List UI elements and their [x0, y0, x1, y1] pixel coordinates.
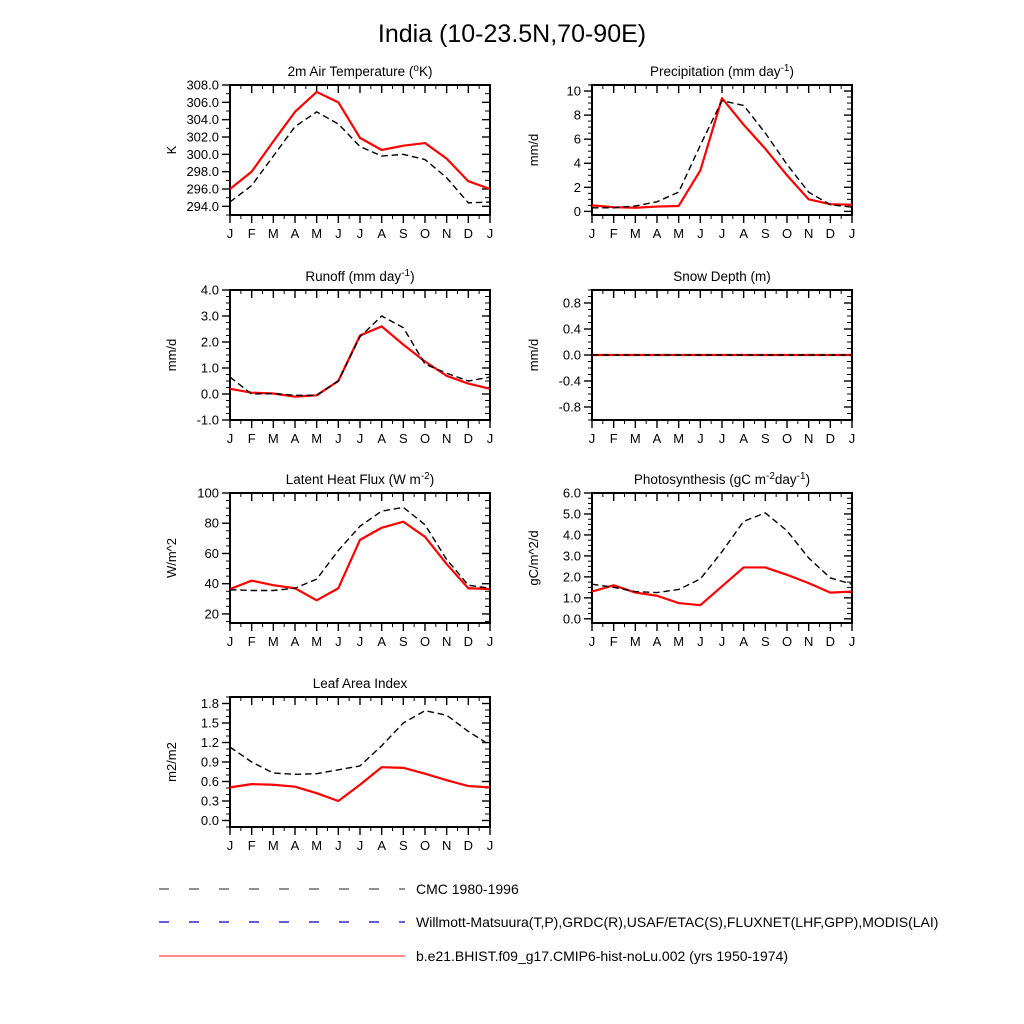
svg-text:J: J — [848, 431, 856, 446]
svg-text:F: F — [609, 226, 618, 241]
svg-text:M: M — [267, 226, 279, 241]
svg-text:A: A — [652, 634, 662, 649]
legend-label-cmc: CMC 1980-1996 — [416, 881, 519, 897]
svg-text:J: J — [486, 634, 494, 649]
svg-text:-1.0: -1.0 — [196, 412, 219, 428]
obs-line — [230, 316, 490, 395]
obs-line — [230, 507, 490, 590]
svg-text:M: M — [629, 634, 641, 649]
y-axis-label: mm/d — [526, 133, 541, 167]
svg-text:J: J — [718, 634, 726, 649]
panel-precipitation — [502, 60, 922, 265]
svg-text:4: 4 — [573, 155, 581, 171]
panel-photosynthesis — [502, 468, 922, 673]
svg-text:1.2: 1.2 — [200, 735, 219, 750]
panel-title: Snow Depth (m) — [673, 269, 771, 284]
svg-text:A: A — [652, 431, 662, 446]
svg-text:J: J — [588, 431, 596, 446]
svg-text:M: M — [311, 838, 323, 853]
svg-text:A: A — [290, 431, 300, 446]
panel-title: Precipitation (mm day$^{-1}$) — [650, 63, 794, 79]
svg-text:J: J — [356, 226, 364, 241]
svg-text:O: O — [419, 838, 431, 853]
svg-text:J: J — [356, 634, 364, 649]
obs-line — [230, 112, 490, 203]
svg-text:D: D — [463, 838, 474, 853]
svg-text:N: N — [803, 431, 814, 446]
svg-text:N: N — [803, 634, 814, 649]
svg-text:N: N — [441, 634, 452, 649]
svg-text:J: J — [335, 226, 342, 241]
svg-text:J: J — [335, 634, 342, 649]
panel-title: Leaf Area Index — [312, 676, 408, 691]
svg-text:D: D — [463, 226, 474, 241]
svg-text:M: M — [629, 431, 641, 446]
y-axis-label: m2/m2 — [164, 742, 179, 782]
legend-item-obs-datasets — [158, 914, 938, 930]
y-axis-label: gC/m^2/d — [526, 530, 541, 586]
svg-text:F: F — [247, 431, 256, 446]
svg-text:A: A — [290, 226, 300, 241]
legend-label-obs-datasets: Willmott-Matsuura(T,P),GRDC(R),USAF/ETAC(S),FLUXNET(LHF,GPP),MODIS(LAI) — [416, 914, 939, 930]
svg-text:O: O — [419, 226, 431, 241]
svg-text:O: O — [419, 634, 431, 649]
obs-line — [230, 711, 490, 775]
y-axis-label: K — [164, 145, 179, 155]
svg-text:2.0: 2.0 — [562, 569, 581, 585]
svg-text:80: 80 — [204, 515, 219, 531]
obs-line — [592, 513, 852, 593]
svg-text:294.0: 294.0 — [186, 198, 219, 214]
svg-text:O: O — [781, 431, 793, 446]
svg-text:5.0: 5.0 — [562, 506, 581, 522]
panel-runoff — [140, 265, 560, 470]
svg-text:J: J — [226, 838, 234, 853]
svg-text:J: J — [486, 431, 494, 446]
svg-text:S: S — [760, 431, 770, 446]
svg-text:4.0: 4.0 — [562, 527, 581, 543]
svg-text:S: S — [398, 431, 408, 446]
svg-text:S: S — [398, 838, 408, 853]
y-axis-label: mm/d — [526, 338, 541, 372]
svg-text:S: S — [760, 634, 770, 649]
svg-text:O: O — [781, 226, 793, 241]
panel-title: Photosynthesis (gC $m^{-2}day^{-1}$) — [633, 471, 811, 487]
svg-text:1.0: 1.0 — [562, 590, 581, 606]
svg-text:-0.4: -0.4 — [558, 373, 581, 389]
svg-text:J: J — [486, 226, 494, 241]
page-title: India (10-23.5N,70-90E) — [377, 20, 647, 48]
svg-text:F: F — [247, 838, 256, 853]
svg-text:0.9: 0.9 — [200, 754, 219, 770]
svg-text:20: 20 — [204, 606, 219, 622]
svg-text:J: J — [226, 226, 234, 241]
svg-text:N: N — [803, 226, 814, 241]
svg-text:F: F — [609, 634, 618, 649]
svg-text:D: D — [825, 226, 836, 241]
svg-text:A: A — [377, 431, 387, 446]
svg-text:O: O — [781, 634, 793, 649]
svg-text:2: 2 — [573, 179, 581, 195]
svg-text:A: A — [377, 226, 387, 241]
svg-text:M: M — [673, 431, 685, 446]
svg-text:6.0: 6.0 — [562, 485, 581, 501]
svg-text:M: M — [673, 226, 685, 241]
svg-text:D: D — [825, 634, 836, 649]
svg-text:M: M — [311, 431, 323, 446]
svg-text:M: M — [311, 226, 323, 241]
svg-text:A: A — [290, 838, 300, 853]
svg-text:S: S — [398, 634, 408, 649]
svg-text:3.0: 3.0 — [200, 308, 219, 324]
svg-text:A: A — [739, 226, 749, 241]
panel-2m-air-temperature — [140, 60, 560, 265]
svg-text:J: J — [356, 431, 364, 446]
svg-text:M: M — [267, 431, 279, 446]
svg-text:J: J — [226, 634, 234, 649]
model-line — [592, 567, 852, 605]
y-axis-label: mm/d — [164, 338, 179, 372]
svg-text:0: 0 — [573, 203, 581, 219]
svg-text:6: 6 — [573, 131, 581, 147]
svg-text:304.0: 304.0 — [186, 112, 219, 128]
svg-text:302.0: 302.0 — [186, 129, 219, 145]
svg-text:S: S — [398, 226, 408, 241]
svg-text:40: 40 — [204, 576, 219, 592]
svg-text:J: J — [486, 838, 494, 853]
svg-text:298.0: 298.0 — [186, 164, 219, 180]
legend-label-model-run: b.e21.BHIST.f09_g17.CMIP6-hist-noLu.002 (yrs 1950-1974) — [416, 948, 788, 964]
svg-text:J: J — [697, 634, 704, 649]
svg-text:0.0: 0.0 — [200, 386, 219, 402]
svg-text:100: 100 — [197, 485, 219, 501]
svg-text:A: A — [739, 634, 749, 649]
svg-text:M: M — [267, 634, 279, 649]
svg-text:0.0: 0.0 — [562, 611, 581, 627]
svg-text:N: N — [441, 431, 452, 446]
svg-text:-0.8: -0.8 — [558, 399, 581, 415]
svg-text:M: M — [673, 634, 685, 649]
svg-text:J: J — [226, 431, 234, 446]
svg-text:M: M — [267, 838, 279, 853]
svg-text:2.0: 2.0 — [200, 334, 219, 350]
svg-text:S: S — [760, 226, 770, 241]
svg-text:D: D — [463, 431, 474, 446]
svg-text:J: J — [848, 226, 856, 241]
svg-text:O: O — [419, 431, 431, 446]
svg-text:306.0: 306.0 — [186, 94, 219, 110]
svg-text:F: F — [247, 634, 256, 649]
svg-text:0.4: 0.4 — [562, 321, 581, 337]
legend-item-cmc — [158, 881, 519, 897]
panel-title: Runoff (mm day$^{-1}$) — [305, 268, 415, 284]
model-line — [230, 767, 490, 801]
svg-text:M: M — [311, 634, 323, 649]
svg-text:J: J — [356, 838, 364, 853]
panel-title: Latent Heat Flux (W $m^{-2}$) — [285, 471, 435, 487]
svg-text:4.0: 4.0 — [200, 282, 219, 298]
svg-text:J: J — [718, 431, 726, 446]
legend-line-blue-dashed-icon — [158, 914, 406, 930]
svg-text:A: A — [739, 431, 749, 446]
svg-text:A: A — [290, 634, 300, 649]
svg-text:J: J — [697, 431, 704, 446]
svg-text:J: J — [588, 634, 596, 649]
svg-text:0.6: 0.6 — [200, 774, 219, 789]
model-line — [592, 98, 852, 208]
svg-text:296.0: 296.0 — [186, 181, 219, 197]
svg-text:0.0: 0.0 — [562, 347, 581, 363]
svg-text:J: J — [718, 226, 726, 241]
panel-snow-depth — [502, 265, 922, 470]
svg-text:D: D — [825, 431, 836, 446]
svg-text:0.3: 0.3 — [200, 793, 219, 809]
svg-text:0.8: 0.8 — [562, 295, 581, 311]
svg-text:D: D — [463, 634, 474, 649]
svg-text:J: J — [335, 431, 342, 446]
svg-text:A: A — [377, 634, 387, 649]
panel-latent-heat-flux — [140, 468, 560, 673]
svg-text:F: F — [609, 431, 618, 446]
svg-text:1.5: 1.5 — [200, 715, 219, 731]
model-line — [230, 522, 490, 601]
svg-text:A: A — [377, 838, 387, 853]
svg-text:J: J — [697, 226, 704, 241]
svg-text:308.0: 308.0 — [186, 77, 219, 93]
svg-text:10: 10 — [566, 83, 581, 99]
legend-item-model-run — [158, 948, 788, 964]
svg-text:8: 8 — [573, 107, 581, 123]
y-axis-label: W/m^2 — [164, 537, 179, 579]
svg-text:F: F — [247, 226, 256, 241]
svg-text:0.0: 0.0 — [200, 813, 219, 828]
model-line — [230, 92, 490, 189]
svg-text:60: 60 — [204, 545, 219, 561]
legend-line-gray-dashed-icon — [158, 881, 406, 897]
svg-text:N: N — [441, 226, 452, 241]
legend-line-red-solid-icon — [158, 948, 406, 964]
svg-text:300.0: 300.0 — [186, 146, 219, 162]
svg-text:1.8: 1.8 — [200, 696, 219, 711]
panel-title: 2m Air Temperature ($^o$K) — [287, 63, 433, 79]
obs-line — [592, 101, 852, 208]
svg-text:J: J — [335, 838, 342, 853]
svg-text:3.0: 3.0 — [562, 548, 581, 564]
svg-text:A: A — [652, 226, 662, 241]
panel-leaf-area-index — [140, 672, 560, 877]
svg-text:J: J — [588, 226, 596, 241]
svg-text:J: J — [848, 634, 856, 649]
svg-text:N: N — [441, 838, 452, 853]
svg-text:1.0: 1.0 — [200, 360, 219, 376]
svg-text:M: M — [629, 226, 641, 241]
